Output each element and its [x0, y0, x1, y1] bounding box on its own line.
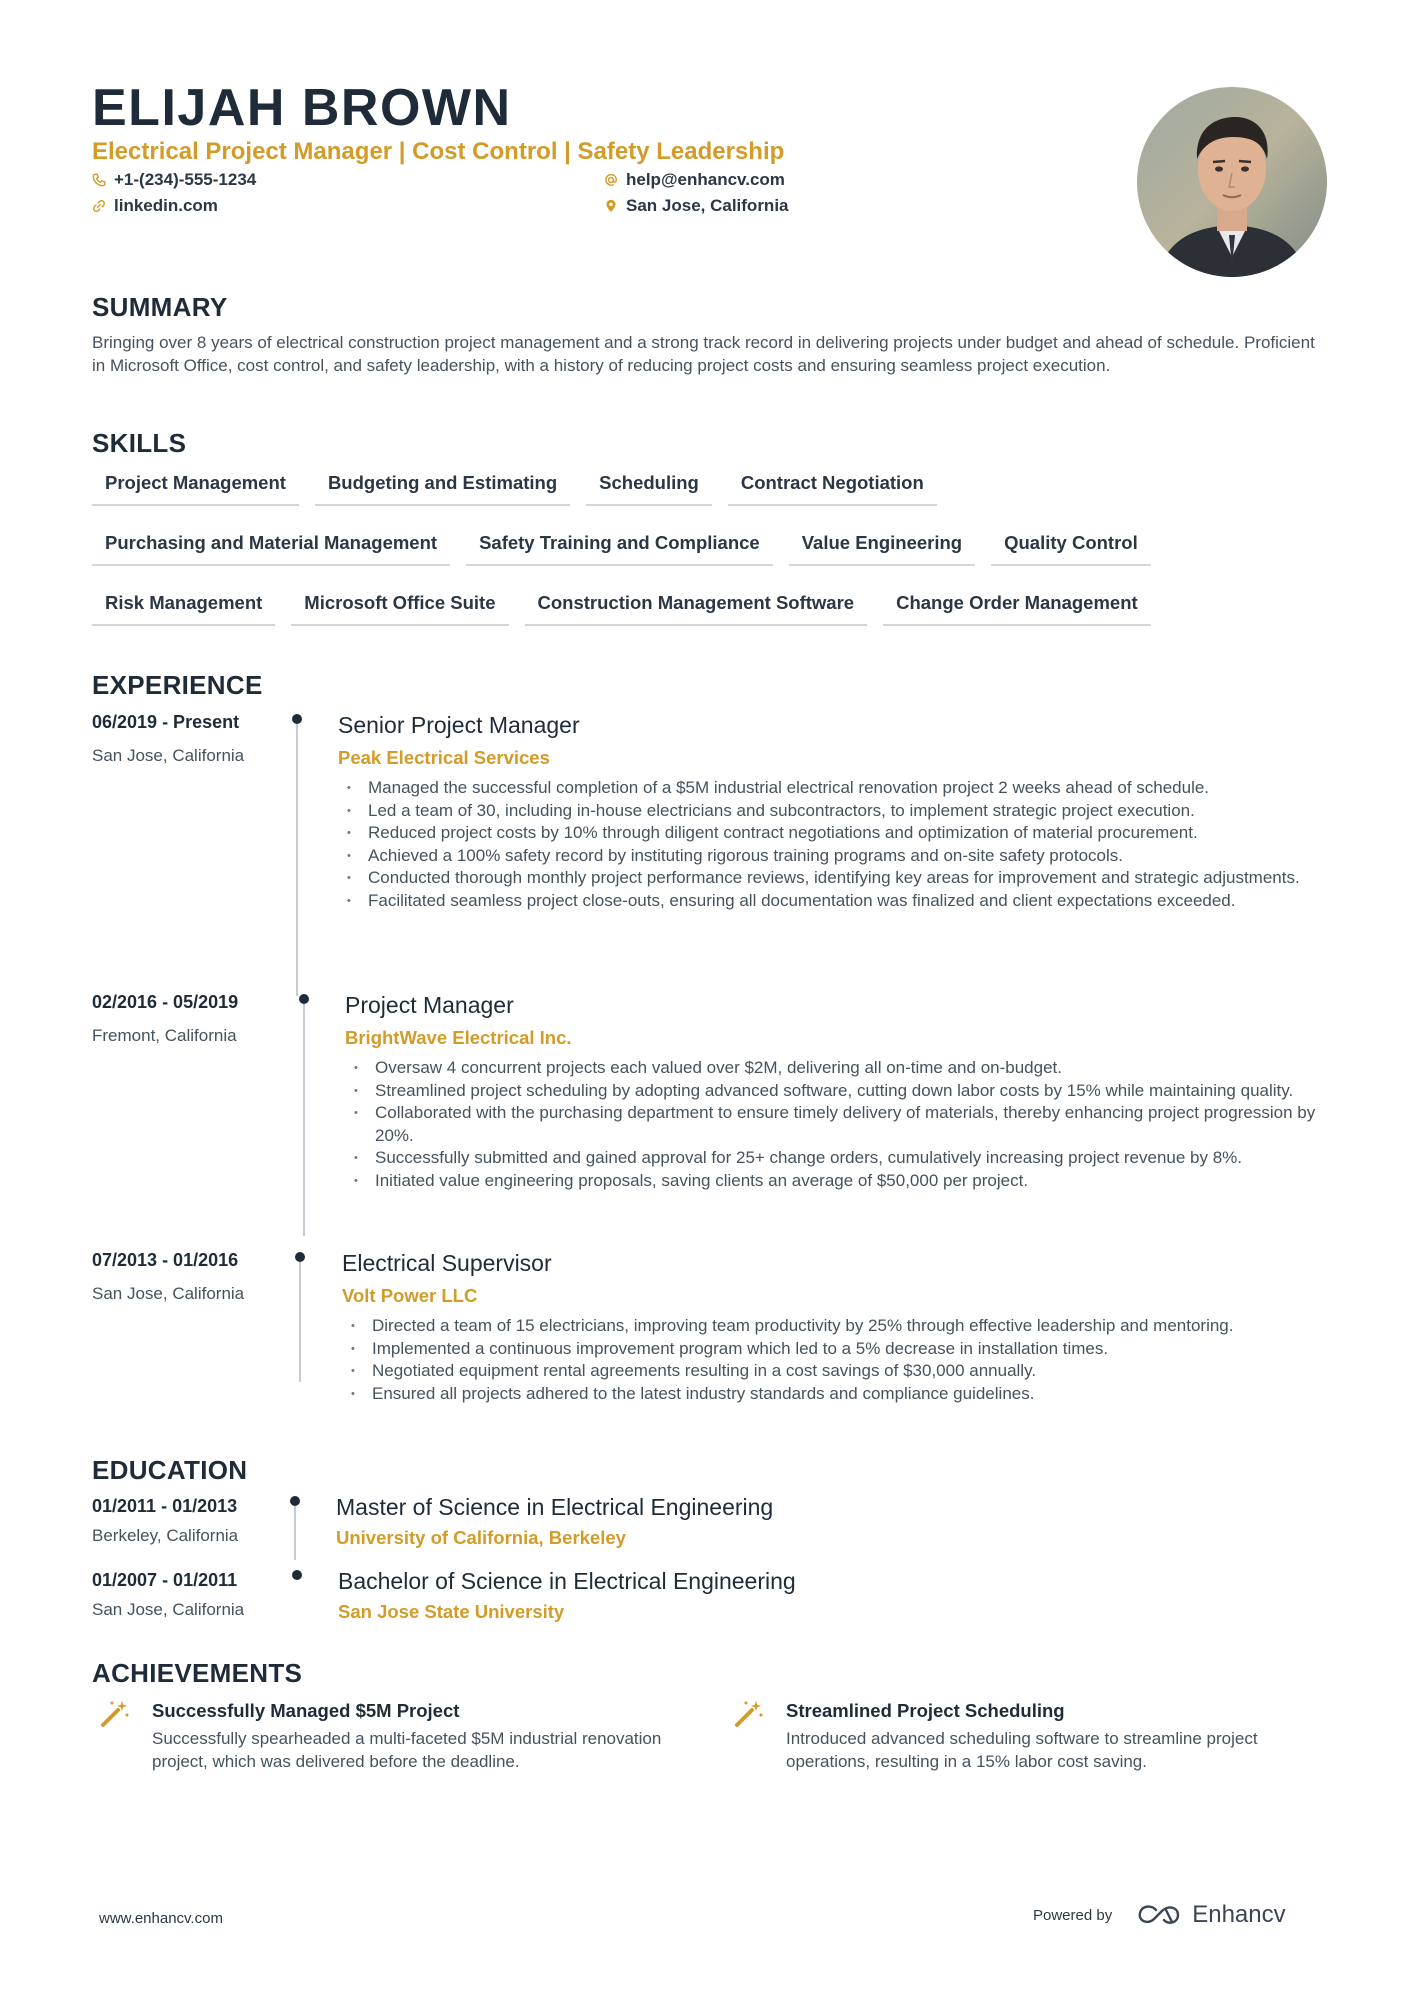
job-bullet: • Directed a team of 15 electricians, improving team productivity by 25% through effective leadership and mentoring.	[342, 1315, 1342, 1338]
skill-tag: Microsoft Office Suite	[291, 582, 508, 626]
job-bullet: • Conducted thorough monthly project performance reviews, identifying key areas for improvement and strategic adjustments.	[338, 867, 1338, 890]
education-degree: Bachelor of Science in Electrical Engineering	[338, 1568, 796, 1594]
job-bullet: • Collaborated with the purchasing department to ensure timely delivery of materials, thereby enhancing project progression by 20%.	[345, 1102, 1345, 1147]
contact-location	[604, 196, 789, 216]
at-icon	[604, 173, 618, 187]
job-title: Electrical Supervisor	[342, 1250, 552, 1276]
job-bullet: • Implemented a continuous improvement program which led to a 5% decrease in installation times.	[342, 1338, 1342, 1361]
timeline-dot	[292, 1570, 302, 1580]
education-dates: 01/2007 - 01/2011	[92, 1570, 238, 1590]
job-bullet: • Led a team of 30, including in-house electricians and subcontractors, to implement strategic project execution.	[338, 800, 1338, 823]
education-degree: Master of Science in Electrical Engineering	[336, 1494, 774, 1520]
phone-icon	[92, 173, 106, 187]
skill-tag: Contract Negotiation	[728, 462, 937, 506]
link-icon	[92, 199, 106, 213]
location-text: San Jose, California	[626, 196, 789, 215]
job-company: Volt Power LLC	[342, 1285, 478, 1306]
skill-tag: Change Order Management	[883, 582, 1151, 626]
job-bullets	[345, 1057, 1345, 1192]
job-bullet: • Reduced project costs by 10% through diligent contract negotiations and optimization of material procurement.	[338, 822, 1338, 845]
achievements-heading: ACHIEVEMENTS	[92, 1658, 303, 1688]
enhancv-logo-icon	[1136, 1902, 1184, 1928]
footer-website-link[interactable]: www.enhancv.com	[99, 1910, 223, 1927]
job-bullet: • Successfully submitted and gained approval for 25+ change orders, cumulatively increasing project revenue by 8%.	[345, 1147, 1345, 1170]
achievement-description: Successfully spearheaded a multi-faceted $5M industrial renovation project, which was delivered before the deadline.	[152, 1729, 662, 1771]
contact-phone	[92, 170, 256, 190]
job-bullet: • Achieved a 100% safety record by instituting rigorous training programs and on-site safety protocols.	[338, 845, 1338, 868]
timeline-line	[303, 1004, 305, 1236]
achievement-description: Introduced advanced scheduling software to streamline project operations, resulting in a 15% labor cost saving.	[786, 1729, 1258, 1771]
job-bullet: • Managed the successful completion of a $5M industrial electrical renovation project 2 weeks ahead of schedule.	[338, 777, 1338, 800]
job-bullet: • Facilitated seamless project close-outs, ensuring all documentation was finalized and client expectations exceeded.	[338, 890, 1338, 913]
job-location: Fremont, California	[92, 1026, 237, 1045]
linkedin-link[interactable]: linkedin.com	[114, 196, 218, 215]
job-bullet: • Ensured all projects adhered to the latest industry standards and compliance guidelines.	[342, 1383, 1342, 1406]
skill-tag: Quality Control	[991, 522, 1151, 566]
skill-tag: Risk Management	[92, 582, 275, 626]
phone-link[interactable]: +1-(234)-555-1234	[114, 170, 257, 189]
summary-text: Bringing over 8 years of electrical construction project management and a strong track record in delivering projects under budget and ahead of schedule. Proficient in Microsoft Office, cost control, and safety leadership, with a history of reducing project costs and ensuring seamless project execution.	[92, 333, 1315, 375]
profile-photo	[1137, 87, 1327, 277]
magic-wand-icon	[734, 1698, 764, 1728]
timeline-dot	[292, 714, 302, 724]
job-title: Senior Project Manager	[338, 712, 580, 738]
job-company: Peak Electrical Services	[338, 747, 550, 768]
education-details	[338, 1568, 796, 1623]
skills-list	[92, 462, 1342, 642]
experience-heading: EXPERIENCE	[92, 670, 263, 700]
job-details	[342, 1250, 1342, 1405]
candidate-headline: Electrical Project Manager | Cost Control | Safety Leadership	[92, 138, 785, 165]
job-dates: 02/2016 - 05/2019	[92, 992, 239, 1012]
skill-tag: Scheduling	[586, 462, 712, 506]
education-dates: 01/2011 - 01/2013	[92, 1496, 238, 1516]
job-bullets	[338, 777, 1338, 912]
enhancv-logo[interactable]	[1136, 1901, 1285, 1929]
email-link[interactable]: help@enhancv.com	[626, 170, 785, 189]
timeline-dot	[299, 994, 309, 1004]
job-details	[338, 712, 1338, 912]
job-dates: 06/2019 - Present	[92, 712, 240, 732]
job-company: BrightWave Electrical Inc.	[345, 1027, 572, 1048]
education-school: San Jose State University	[338, 1601, 565, 1622]
job-details	[345, 992, 1345, 1192]
skill-tag: Purchasing and Material Management	[92, 522, 450, 566]
magic-wand-icon	[100, 1698, 130, 1728]
enhancv-brand-name: Enhancv	[1192, 1901, 1286, 1928]
education-school: University of California, Berkeley	[336, 1527, 626, 1548]
timeline-line	[294, 1506, 296, 1560]
skills-heading: SKILLS	[92, 428, 187, 458]
footer-branding	[1033, 1901, 1286, 1929]
job-title: Project Manager	[345, 992, 514, 1018]
education-location: Berkeley, California	[92, 1526, 239, 1545]
job-location: San Jose, California	[92, 1284, 245, 1303]
education-heading: EDUCATION	[92, 1455, 248, 1485]
skill-tag: Construction Management Software	[525, 582, 868, 626]
contact-linkedin	[92, 196, 218, 216]
job-bullet: • Initiated value engineering proposals, saving clients an average of $50,000 per project.	[345, 1170, 1345, 1193]
timeline-dot	[290, 1496, 300, 1506]
job-bullet: • Negotiated equipment rental agreements resulting in a cost savings of $30,000 annually.	[342, 1360, 1342, 1383]
skill-tag: Safety Training and Compliance	[466, 522, 773, 566]
powered-by-label: Powered by	[1033, 1906, 1113, 1924]
job-bullet: • Oversaw 4 concurrent projects each valued over $2M, delivering all on-time and on-budget.	[345, 1057, 1345, 1080]
education-details	[336, 1494, 773, 1549]
job-location: San Jose, California	[92, 746, 245, 765]
skill-tag: Project Management	[92, 462, 299, 506]
candidate-name: ELIJAH BROWN	[92, 79, 512, 137]
timeline-dot	[295, 1252, 305, 1262]
job-dates: 07/2013 - 01/2016	[92, 1250, 239, 1270]
contact-email	[604, 170, 785, 190]
education-location: San Jose, California	[92, 1600, 245, 1619]
job-bullet: • Streamlined project scheduling by adopting advanced software, cutting down labor costs by 15% while maintaining quality.	[345, 1080, 1345, 1103]
achievement-title: Successfully Managed $5M Project	[152, 1700, 460, 1721]
timeline-line	[299, 1262, 301, 1382]
skill-tag: Budgeting and Estimating	[315, 462, 570, 506]
timeline-line	[296, 724, 298, 996]
skills-row	[92, 462, 1342, 506]
skills-row	[92, 582, 1342, 626]
skill-tag: Value Engineering	[789, 522, 975, 566]
achievement-title: Streamlined Project Scheduling	[786, 1700, 1065, 1721]
skills-row	[92, 522, 1342, 566]
job-bullets	[342, 1315, 1342, 1405]
map-pin-icon	[604, 199, 618, 213]
summary-heading: SUMMARY	[92, 292, 228, 322]
